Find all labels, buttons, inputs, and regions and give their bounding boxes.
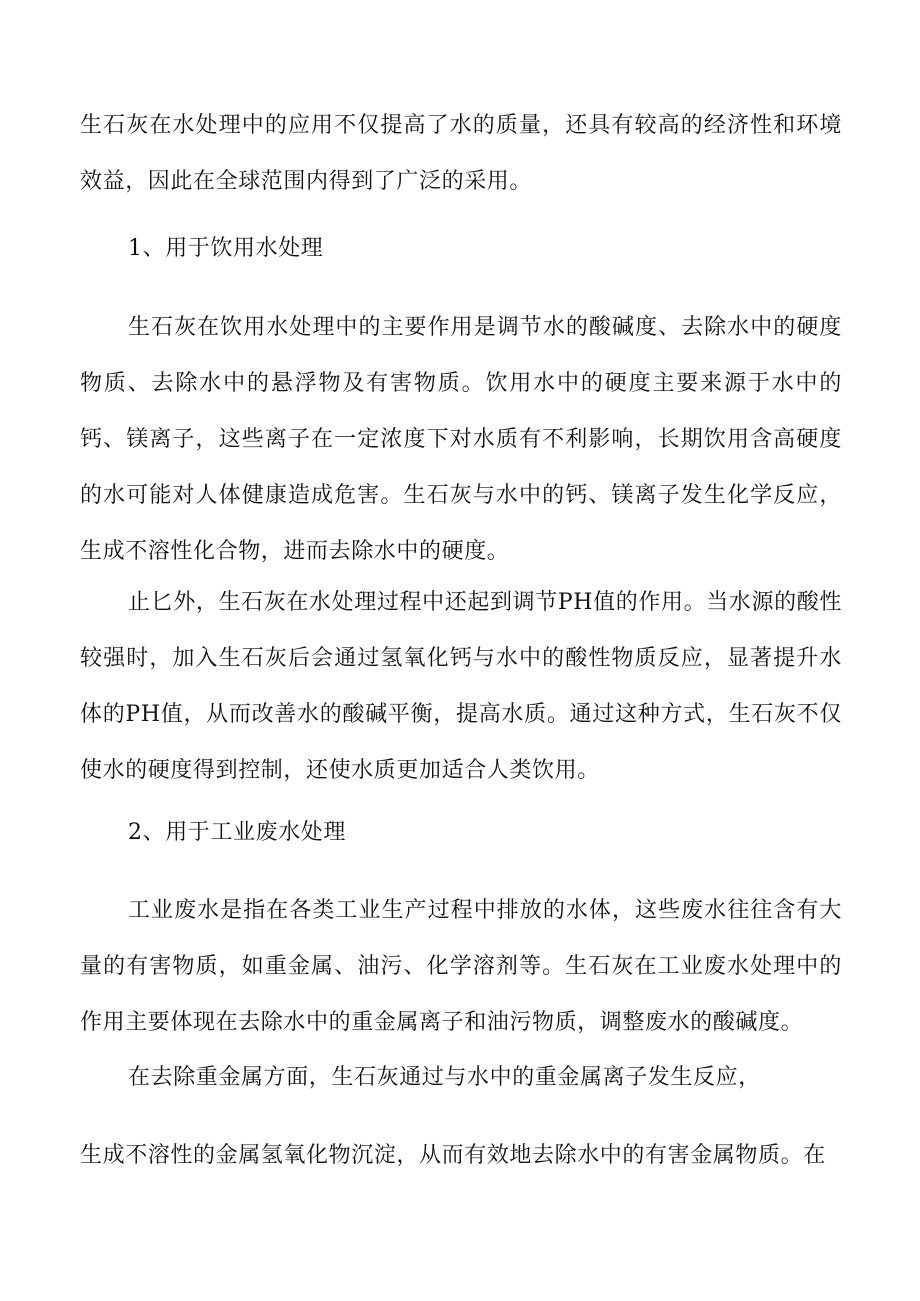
paragraph-heavy-metal-removal: 在去除重金属方面，生石灰通过与水中的重金属离子发生反应， [128, 1065, 761, 1090]
paragraph-intro-summary: 生石灰在水处理中的应用不仅提高了水的质量，还具有较高的经济性和环境效益，因此在全球范围内得到了广泛的采用。 [80, 113, 842, 194]
section-heading-industrial-wastewater: 2、用于工业废水处理 [128, 820, 346, 845]
paragraph-heavy-metal-continued: 生成不溶性的金属氢氧化物沉淀，从而有效地去除水中的有害金属物质。在 [80, 1143, 826, 1168]
section-heading-drinking-water: 1、用于饮用水处理 [128, 236, 324, 261]
paragraph-industrial-wastewater: 工业废水是指在各类工业生产过程中排放的水体，这些废水往往含有大量的有害物质，如重金属、油污、化学溶剂等。生石灰在工业废水处理中的作用主要体现在去除水中的重金属离子和油污物质，调整废水的酸碱度。 [80, 898, 842, 1035]
paragraph-ph-adjustment: 止匕外，生石灰在水处理过程中还起到调节PH值的作用。当水源的酸性较强时，加入生石灰后会通过氢氧化钙与水中的酸性物质反应，显著提升水体的PH值，从而改善水的酸碱平衡，提高水质。通过这种方式，生石灰不仅使水的硬度得到控制，还使水质更加适合人类饮用。 [80, 590, 842, 783]
document-page [80, 0, 842, 1301]
paragraph-drinking-water-role: 生石灰在饮用水处理中的主要作用是调节水的酸碱度、去除水中的硬度物质、去除水中的悬浮物及有害物质。饮用水中的硬度主要来源于水中的钙、镁离子，这些离子在一定浓度下对水质有不利影响，长期饮用含高硬度的水可能对人体健康造成危害。生石灰与水中的钙、镁离子发生化学反应，生成不溶性化合物，进而去除水中的硬度。 [80, 315, 842, 564]
